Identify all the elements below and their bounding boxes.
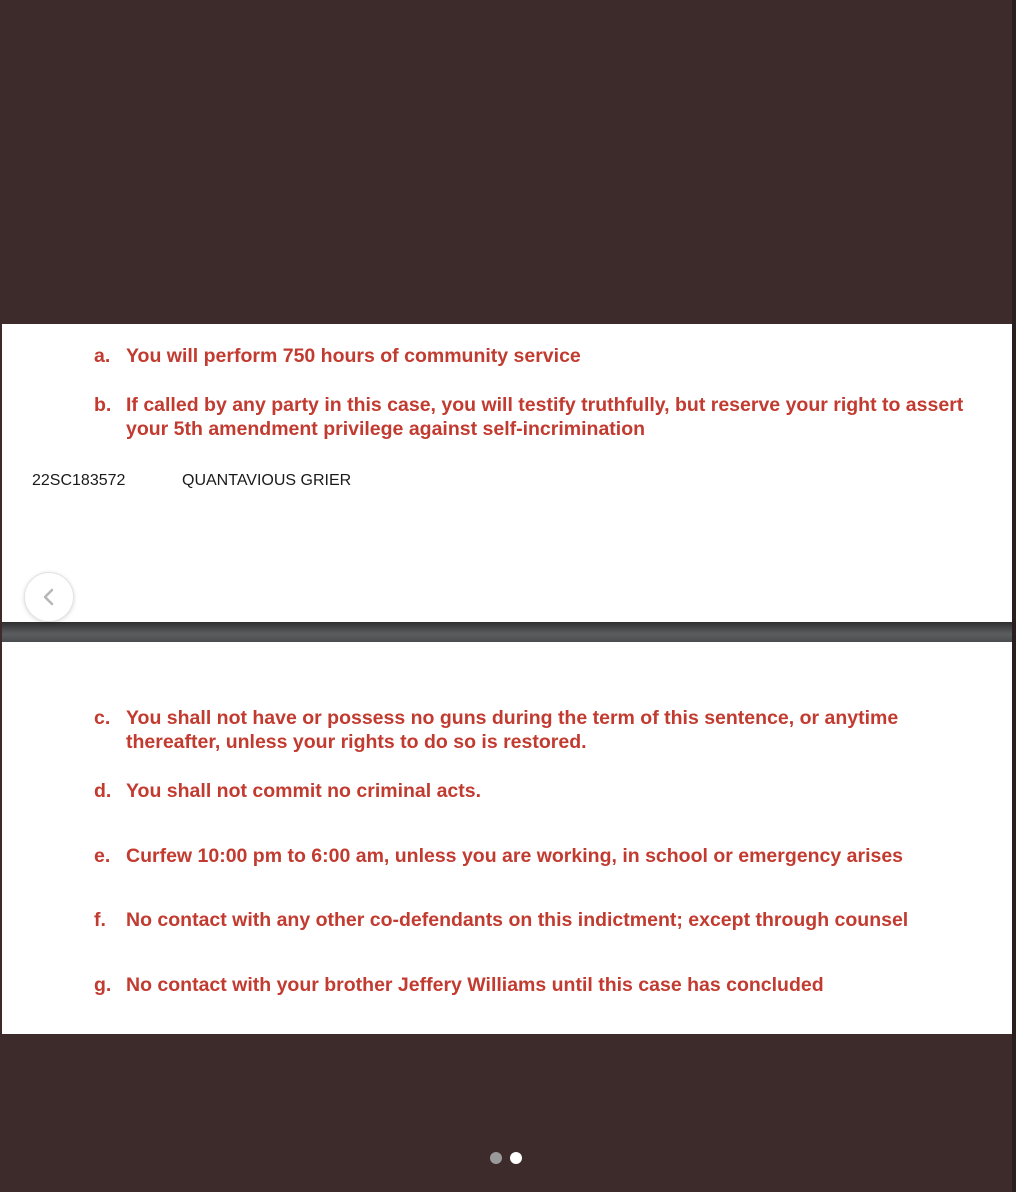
window-edge (1012, 0, 1016, 1192)
case-header (32, 472, 351, 490)
document-page-top (2, 324, 1012, 622)
item-letter: b. (94, 394, 112, 416)
item-text: If called by any party in this case, you will testify truthfully, but reserve your right to assert your 5th amendment privilege against self-incrimination (126, 394, 964, 440)
defendant-name: QUANTAVIOUS GRIER (182, 472, 352, 489)
item-text: You will perform 750 hours of community service (126, 345, 581, 367)
carousel-dot-active[interactable] (510, 1152, 522, 1164)
item-text: Curfew 10:00 pm to 6:00 am, unless you are working, in school or emergency arises (126, 845, 904, 867)
condition-item-e (94, 844, 994, 868)
page-divider (2, 622, 1012, 642)
item-letter: a. (94, 345, 111, 367)
condition-item-g (94, 973, 994, 997)
chevron-left-icon (39, 587, 59, 607)
item-letter: f. (94, 909, 106, 931)
item-text: You shall not commit no criminal acts. (126, 780, 482, 802)
condition-item-b (94, 393, 994, 441)
condition-item-a (94, 344, 994, 368)
carousel-dot[interactable] (490, 1152, 502, 1164)
carousel-pagination (490, 1152, 522, 1164)
condition-item-d (94, 779, 994, 803)
item-letter: g. (94, 974, 112, 996)
condition-item-c (94, 706, 994, 754)
document-page-bottom (2, 642, 1012, 1034)
item-letter: d. (94, 780, 112, 802)
item-letter: e. (94, 845, 111, 867)
item-text: No contact with any other co-defendants on this indictment; except through counsel (126, 909, 909, 931)
case-number: 22SC183572 (32, 472, 126, 489)
item-letter: c. (94, 707, 111, 729)
carousel-prev-button[interactable] (24, 572, 74, 622)
item-text: You shall not have or possess no guns during the term of this sentence, or anytime thereafter, unless your rights to do so is restored. (126, 707, 899, 753)
condition-item-f (94, 908, 994, 932)
item-text: No contact with your brother Jeffery Williams until this case has concluded (126, 974, 824, 996)
